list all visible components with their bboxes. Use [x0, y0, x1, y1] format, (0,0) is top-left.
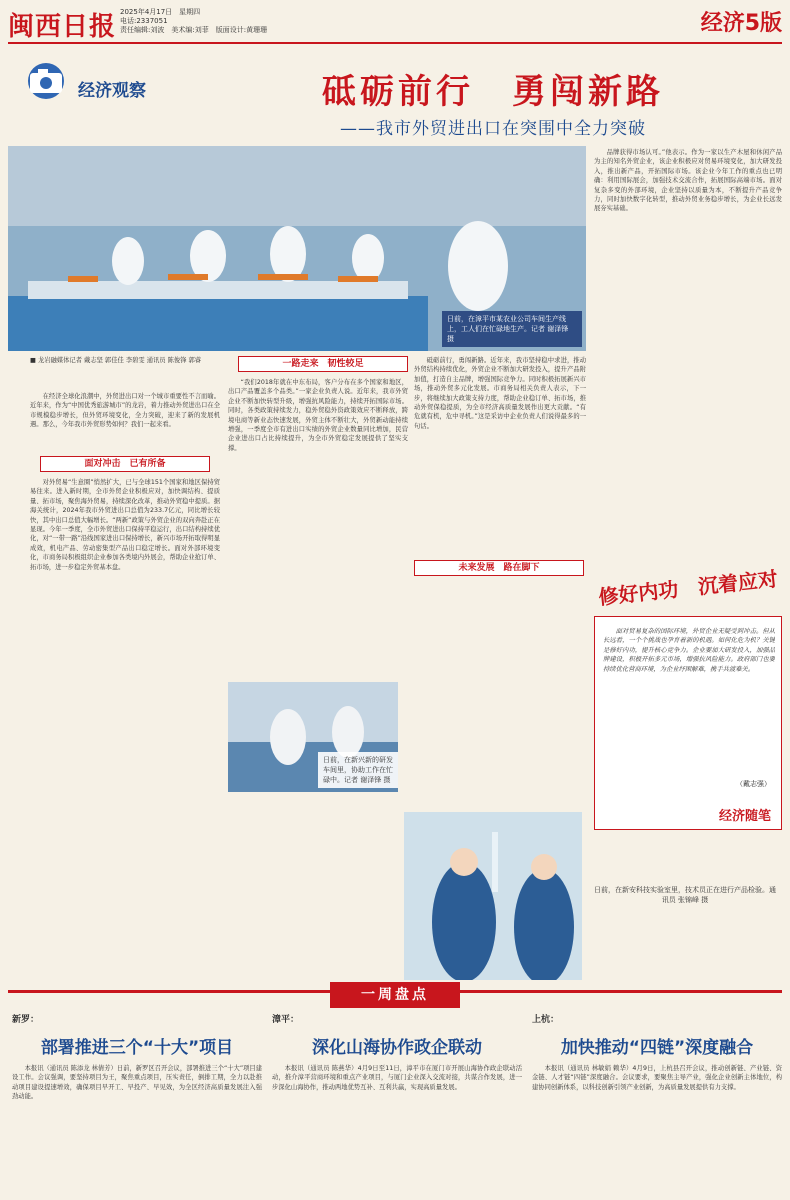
week-item-2 — [272, 1012, 522, 1197]
week-item-2-place: 漳平： — [272, 1015, 300, 1025]
lab-photo-caption: 日前，在新安科技实验室里，技术员正在进行产品检验。通讯员 张锦峰 摄 — [594, 886, 776, 904]
week-item-1 — [12, 1012, 262, 1197]
lab-photo — [404, 812, 582, 980]
subtitle-box-1: 面对冲击 已有所备 — [40, 456, 210, 472]
sidebar-author: （戴志强） — [736, 780, 771, 788]
week-item-3 — [532, 1012, 782, 1197]
week-item-3-body — [532, 1064, 782, 1092]
subtitle-box-3: 未来发展 路在脚下 — [414, 560, 584, 576]
week-item-1-text: 本报讯（通讯员 陈添龙 林倩芳）日前，新罗区召开会议，部署推进三个“十大”项目建设工作。会议强调，要坚持项目为王，聚焦重点项目，压实责任，倒排工期，全力以赴推动项目建设提速增效，确保项目早开工、早投产、早见效，为全区经济高质量发展注入强劲动能。 — [12, 1065, 262, 1101]
factory-photo-caption: 日前，在漳平市某农业公司车间生产线上，工人们在忙碌地生产。记者 谢泽锋 摄 — [442, 311, 582, 347]
column-2-text: “我们2018年就在中东布局，客户分布在多个国家和地区，出口产品覆盖多个品类。”一家企业负责人说。近年来，我市外贸企业不断加快转型升级，增强抗风险能力，持续开拓国际市场。同时，各类政策持续发力，稳外贸稳外资政策效应不断释放，跨境电商等新业态快速发展，外贸主体不断壮大，外贸新动能持续增强，一季度全市有进出口实绩的外贸企业数量同比增加，民营企业进出口占比持续提升，为全市外贸稳定发展提供了坚实支撑。 — [228, 379, 408, 452]
column-3 — [414, 356, 586, 556]
intro-paragraph — [30, 392, 220, 452]
banner — [8, 48, 782, 144]
column-1-text: 对外贸易“生意圈”悄然扩大，已与全球151个国家和地区保持贸易往来。进入新时期，全市外贸企业积极应对，加快调结构、提质量、拓市场，聚焦海外贸易，持续深化改革，推动外贸稳中提质。据海关统计，2024年我市外贸进出口总值为233.7亿元，同比增长较快，其中出口总值大幅增长。“两新”政策与外贸企业的双向奔赴正在显现。今年一季度，全市外贸进出口保持平稳运行，出口结构持续优化，对“一带一路”沿线国家进出口保持增长，新兴市场开拓取得明显成效，机电产品、劳动密集型产品出口稳定增长。面对外部环境变化，市商务局积极组织企业参加各类境内外展会，帮助企业抢订单、拓市场，进一步稳定外贸基本盘。 — [30, 479, 220, 571]
issue-phone: 电话:2337051 — [120, 17, 168, 25]
week-item-1-place: 新罗： — [12, 1015, 40, 1025]
subtitle-box-2: 一路走来 韧性较足 — [238, 356, 408, 372]
column-3-text: 砥砺前行，勇闯新路。近年来，我市坚持稳中求进，推动外贸结构持续优化，外贸企业不断加大研发投入，提升产品附加值，打造自主品牌，增强国际竞争力。同时积极拓展新兴市场，推动外贸多元化发展。市商务局相关负责人表示，下一步，将继续加大政策支持力度，帮助企业稳订单、拓市场，推动外贸保稳提质，为全市经济高质量发展作出更大贡献。“有危就有机，危中寻机。”这是采访中企业负责人们说得最多的一句话。 — [414, 357, 586, 430]
sidebar-body-text: 面对贸易复杂的国际环境，外贸企业无疑受到冲击。但从长远看，一个个挑战也孕育着新的机遇。如何化危为机？关键是修好内功，提升核心竞争力。企业要加大研发投入，加强品牌建设，积极开拓多元市场，增强抗风险能力。政府部门也要持续优化营商环境，为企业纾困解难，携手共渡难关。 — [603, 628, 775, 673]
byline: ■ 龙岩融媒体记者 戴志坚 郭佳佳 李碧雯 通讯员 陈俊锋 郭睿 — [30, 357, 202, 364]
column-2 — [228, 378, 408, 678]
column-1 — [30, 478, 220, 978]
week-item-3-place: 上杭： — [532, 1015, 560, 1025]
sidebar-box — [594, 616, 782, 830]
camera-icon — [16, 60, 72, 102]
column-tag-label: 经济观察 — [78, 81, 146, 101]
week-item-1-title: 部署推进三个“十大”项目 — [40, 1038, 234, 1058]
lab-scene-illustration — [404, 812, 582, 980]
newspaper-logo: 闽西日报 — [8, 12, 117, 42]
week-item-1-body — [12, 1064, 262, 1102]
issue-date: 2025年4月17日 星期四 — [120, 8, 201, 16]
sidebar-label: 经济随笔 — [718, 809, 771, 824]
sidebar-headline: 修好内功 沉着应对 — [597, 566, 779, 610]
factory-photo — [8, 146, 586, 351]
week-item-2-body — [272, 1064, 522, 1092]
issue-editors: 责任编辑:刘波 美术编:刘菲 版面设计:黄珊珊 — [120, 26, 268, 34]
intro-text: 在经济全球化浪潮中，外贸进出口对一个城市重要性不言而喻。近年来，作为“中国优秀旅游城市”的龙岩，着力推动外贸进出口在全市规模稳步增长，但外贸环境变化，全力突破，迎来了新的发展机遇。那么，今年我市外贸形势如何？我们一起来看。 — [30, 393, 220, 429]
week-item-3-title: 加快推动“四链”深度融合 — [560, 1038, 754, 1058]
week-item-2-title: 深化山海协作政企联动 — [312, 1038, 482, 1058]
week-item-2-text: 本报讯（通讯员 陈燕华）4月9日至11日，漳平市在厦门市开展山海协作政企联动活动，推介漳平营商环境和重点产业项目，与厦门企业深入交流对接，共谋合作发展，进一步深化山海协作，推动两地优势互补、互利共赢，实现高质量发展。 — [272, 1065, 522, 1091]
workshop-photo-caption: 日前，在新兴新的研发车间里，协助工作在忙碌中。记者 谢泽锋 摄 — [318, 752, 398, 788]
section-label: 经济5版 — [700, 11, 782, 36]
sidebar-body — [603, 627, 775, 777]
subheadline: ——我市外贸进出口在突围中全力突破 — [340, 119, 646, 139]
column-4-text: 品牌获得市场认可。”他表示。作为一家以生产木屋和休闲产品为主的知名外贸企业，该企业积极应对贸易环境变化，加大研发投入，推出新产品，开拓国际市场。该企业今年工作的重点也已明确：利用国际展会，加强技术交流合作，拓展国际高端市场。面对复杂多变的外部环境，企业坚持以质量为本，不断提升产品竞争力，同时加快数字化转型，推动外贸业务稳步增长，为企业长远发展夯实基础。 — [594, 149, 782, 213]
week-summary-title: 一周盘点 — [330, 982, 460, 1008]
headline: 砥砺前行 勇闯新路 — [322, 72, 664, 112]
column-tag — [8, 58, 198, 108]
week-summary-bar — [0, 982, 790, 1008]
week-item-3-text: 本报讯（通讯员 林敏娟 赖华）4月9日，上杭县召开会议，推动创新链、产业链、资金链、人才链“四链”深度融合。会议要求，要聚焦主导产业，强化企业创新主体地位，构建协同创新体系，以科技创新引领产业创新，为高质量发展提供有力支撑。 — [532, 1065, 782, 1091]
column-4 — [594, 148, 782, 568]
masthead — [8, 6, 782, 44]
issue-meta — [120, 8, 380, 35]
